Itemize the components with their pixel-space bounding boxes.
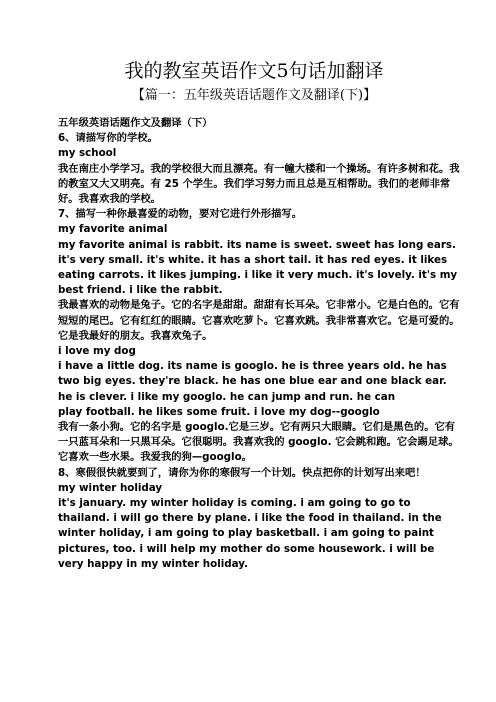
document-subtitle: 【篇一：五年级英语话题作文及翻译(下)】	[131, 88, 377, 103]
paragraph-favorite-animal-en: my favorite animal is rabbit. its name is sweet. sweet has long ears. it's very small. it's white. it has a short tail. it has red eyes. it likes eating carrots. it likes jumping. i like it very much. it's lovely. it's my best friend. i like the rabbit.	[58, 238, 458, 297]
paragraph-favorite-animal-cn: 我最喜欢的动物是兔子。它的名字是甜甜。甜甜有长耳朵。它非常小。它是白色的。它有短短的尾巴。它有红红的眼睛。它喜欢吃萝卜。它喜欢跳。我非常喜欢它。它是可爱的。它是我最好的朋友。我喜欢兔子。	[58, 299, 460, 342]
paragraph-winter-holiday-title: my winter holiday	[58, 481, 163, 494]
paragraph-dog-en-2: play football. he likes some fruit. i love my dog--googlo	[58, 405, 380, 418]
paragraph-i-love-my-dog-title: i love my dog	[58, 345, 136, 358]
paragraph-dog-cn: 我有一条小狗。它的名字是 googlo.它是三岁。它有两只大眼睛。它们是黑色的。它有一只蓝耳朵和一只黑耳朵。它很聪明。我喜欢我的 googlo. 它会跳和跑。它会踢足球。它喜欢一些水果。我爱我的狗—googlo。	[58, 421, 459, 464]
paragraph-winter-holiday-en: it's january. my winter holiday is coming. i am going to go to thailand. i will go there by plane. i like the food in thailand. in the winter holiday, i am going to play basketball. i am going to paint pictures, too. i will help my mother do some housework. i will be very happy in my winter holiday.	[58, 497, 442, 570]
paragraph-my-school-cn: 我在南庄小学学习。我的学校很大而且漂亮。有一幢大楼和一个操场。有许多树和花。我的教室又大又明亮。有 25 个学生。我们学习努力而且总是互相帮助。我们的老师非常好。我喜欢我的学校。	[58, 162, 460, 206]
paragraph-heading: 五年级英语话题作文及翻译（下）	[58, 117, 213, 129]
paragraph-question-8: 8、寒假很快就要到了，请你为你的寒假写一个计划。快点把你的计划写出来吧！	[58, 466, 426, 479]
document-body	[58, 116, 460, 572]
paragraph-my-school-title: my school	[58, 147, 117, 160]
paragraph-question-7: 7、描写一种你最喜爱的动物，要对它进行外形描写。	[58, 208, 302, 221]
paragraph-question-6: 6、请描写你的学校。	[58, 132, 158, 145]
paragraph-dog-en-1: i have a little dog. its name is googlo. he is three years old. he has two big eyes. they're black. he has one blue ear and one black ear. he is clever. i like my googlo. he can jump and run. he can	[58, 360, 447, 403]
document-title: 我的教室英语作文5句话加翻译	[124, 60, 384, 82]
paragraph-favorite-animal-title: my favorite animal	[58, 223, 168, 236]
